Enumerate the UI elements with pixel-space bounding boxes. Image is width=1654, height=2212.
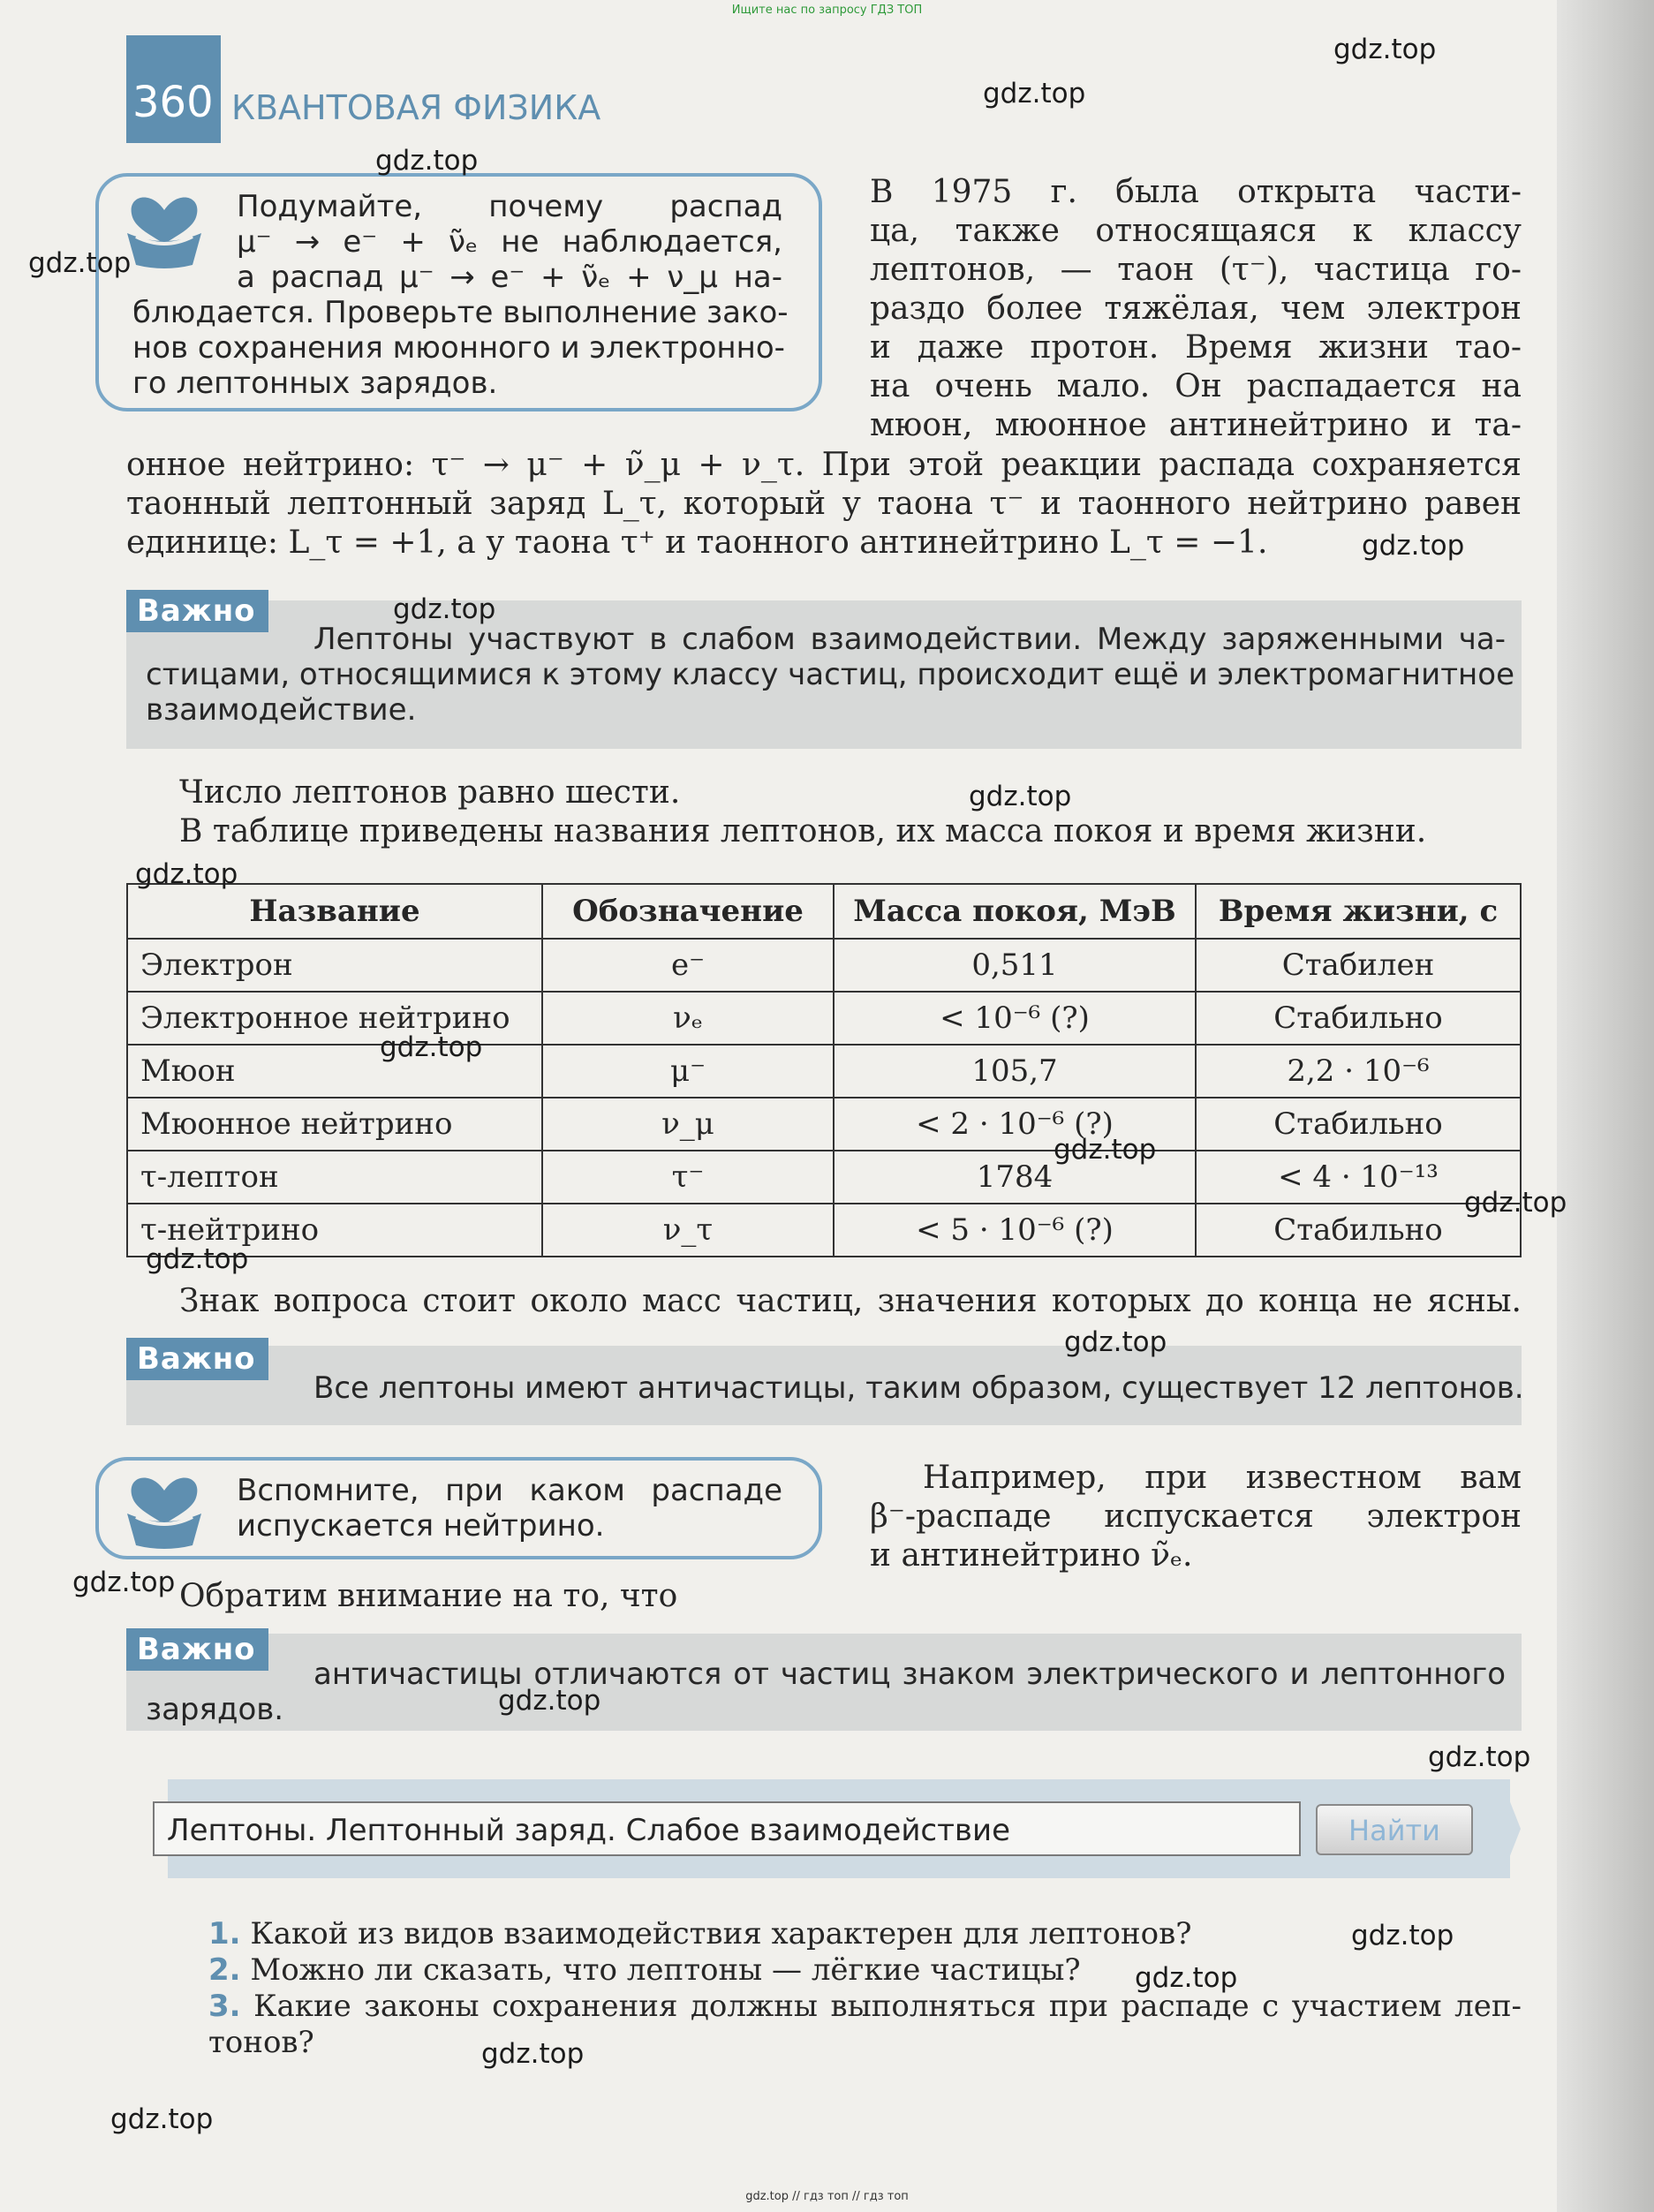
question-item [208, 1952, 1522, 1989]
table-row [127, 1045, 1521, 1098]
watermark: gdz.top [983, 78, 1086, 109]
question-text: Какие законы сохранения должны выполняться при распаде с участием леп- [253, 1989, 1522, 2024]
text-line: античастицы отличаются от частиц знаком электрического и лептонного [313, 1657, 1506, 1692]
heart-in-hand-icon [124, 1464, 205, 1552]
watermark: gdz.top [393, 593, 496, 625]
table-header-row [127, 884, 1521, 939]
search-input[interactable]: Лептоны. Лептонный заряд. Слабое взаимодействие [153, 1801, 1301, 1856]
think-box-1-text [237, 189, 782, 295]
text-line: Знак вопроса стоит около масс частиц, значения которых до конца не ясны. [179, 1283, 1522, 1319]
question-number: 2. [208, 1952, 241, 1988]
watermark: gdz.top [1064, 1326, 1167, 1358]
think-line: го лептонных зарядов. [132, 366, 498, 401]
text-line: β⁻-распаде испускается электрон [870, 1499, 1522, 1535]
watermark: gdz.top [72, 1567, 176, 1598]
text-line: ца, также относящаяся к классу [870, 213, 1522, 249]
question-text: Можно ли сказать, что лептоны — лёгкие частицы? [250, 1952, 1081, 1988]
question-item [208, 1989, 1522, 2025]
watermark: gdz.top [1135, 1962, 1238, 1994]
search-button[interactable]: Найти [1316, 1804, 1473, 1855]
watermark: gdz.top [135, 858, 238, 890]
table-cell: Стабильно [1196, 1098, 1521, 1151]
table-cell: 105,7 [834, 1045, 1196, 1098]
question-item [208, 2025, 1522, 2061]
text-line: Число лептонов равно шести. [179, 774, 681, 811]
table-cell: Мюонное нейтрино [127, 1098, 542, 1151]
paragraph-attention: Обратим внимание на то, что [179, 1578, 678, 1614]
table-cell: ν_τ [542, 1204, 834, 1257]
paragraph-taon-right [870, 173, 1522, 445]
watermark: gdz.top [375, 145, 479, 177]
column-header: Обозначение [542, 884, 834, 939]
think-line: испускается нейтрино. [237, 1508, 605, 1544]
table-cell: Стабильно [1196, 1204, 1521, 1257]
table-cell: Электронное нейтрино [127, 992, 542, 1045]
important-3-text [146, 1657, 1506, 1727]
important-label-1: Важно [126, 590, 268, 632]
text-line: единице: L_τ = +1, а у таона τ⁺ и таонного антинейтрино L_τ = −1. [126, 525, 1268, 561]
important-1-text [146, 622, 1515, 728]
paragraph-count [126, 774, 1522, 851]
table-row [127, 992, 1521, 1045]
paragraph-beta [870, 1459, 1522, 1575]
table-row [127, 939, 1521, 992]
table-cell: < 4 · 10⁻¹³ [1196, 1151, 1521, 1204]
text-line: онное нейтрино: τ⁻ → μ⁻ + ν̃_μ + ν_τ. При этой реакции распада сохраняется [126, 447, 1522, 483]
column-header: Название [127, 884, 542, 939]
watermark: gdz.top [110, 2103, 214, 2135]
table-cell: e⁻ [542, 939, 834, 992]
table-cell: 2,2 · 10⁻⁶ [1196, 1045, 1521, 1098]
think-box-1-text-cont [132, 295, 789, 401]
text-line: лептонов, — таон (τ⁻), частица го- [870, 252, 1522, 288]
heart-in-hand-icon [124, 184, 205, 272]
important-label-2: Важно [126, 1338, 268, 1380]
question-number: 3. [208, 1989, 241, 2024]
bottom-note: gdz.top // гдз топ // гдз топ [745, 2190, 909, 2203]
column-header: Масса покоя, МэВ [834, 884, 1196, 939]
think-box-2-text [237, 1473, 782, 1544]
question-item [208, 1916, 1522, 1952]
watermark: gdz.top [481, 2038, 585, 2070]
table-cell: 1784 [834, 1151, 1196, 1204]
watermark: gdz.top [1054, 1134, 1157, 1166]
text-line: и антинейтрино ν̃ₑ. [870, 1537, 1193, 1574]
watermark: gdz.top [380, 1031, 483, 1063]
text-line: и даже протон. Время жизни тао- [870, 329, 1522, 366]
table-row [127, 1204, 1521, 1257]
table-cell: Стабилен [1196, 939, 1521, 992]
text-line: Например, при известном вам [923, 1460, 1522, 1496]
table-cell: < 5 · 10⁻⁶ (?) [834, 1204, 1196, 1257]
text-line: Лептоны участвуют в слабом взаимодействии. Между заряженными ча- [313, 622, 1506, 657]
top-note: Ищите нас по запросу ГДЗ ТОП [731, 4, 923, 17]
paragraph-question-mark [126, 1282, 1522, 1321]
think-line: Вспомните, при каком распаде [237, 1473, 782, 1508]
think-line: блюдается. Проверьте выполнение зако- [132, 295, 789, 330]
table-cell: 0,511 [834, 939, 1196, 992]
table-cell: τ-лептон [127, 1151, 542, 1204]
watermark: gdz.top [1362, 530, 1465, 562]
table-cell: τ-нейтрино [127, 1204, 542, 1257]
text-line: В таблице приведены названия лептонов, их масса покоя и время жизни. [179, 813, 1427, 849]
think-line: Подумайте, почему распад [237, 189, 782, 224]
text-line: В 1975 г. была открыта части- [870, 174, 1522, 210]
table-row [127, 1151, 1521, 1204]
question-number: 1. [208, 1916, 241, 1952]
paragraph-taon-full [126, 446, 1522, 562]
table-cell: Мюон [127, 1045, 542, 1098]
leptons-table [126, 883, 1522, 1257]
table-cell: < 2 · 10⁻⁶ (?) [834, 1098, 1196, 1151]
chapter-title: КВАНТОВАЯ ФИЗИКА [231, 88, 601, 127]
table-row [127, 1098, 1521, 1151]
table-cell: νₑ [542, 992, 834, 1045]
watermark: gdz.top [1428, 1741, 1531, 1773]
question-text: Какой из видов взаимодействия характерен для лептонов? [250, 1916, 1192, 1952]
column-header: Время жизни, с [1196, 884, 1521, 939]
watermark: gdz.top [969, 781, 1072, 812]
text-line: на очень мало. Он распадается на [870, 368, 1522, 404]
questions-list [208, 1916, 1522, 2061]
text-line: стицами, относящимися к этому классу частиц, происходит ещё и электромагнитное [146, 657, 1515, 692]
think-line: а распад μ⁻ → e⁻ + ν̃ₑ + ν_μ на- [237, 260, 782, 295]
text-line: взаимодействие. [146, 692, 417, 728]
table-cell: μ⁻ [542, 1045, 834, 1098]
question-text: тонов? [208, 2025, 314, 2060]
watermark: gdz.top [498, 1685, 601, 1717]
watermark: gdz.top [1351, 1920, 1454, 1952]
think-line: μ⁻ → e⁻ + ν̃ₑ не наблюдается, [237, 224, 782, 260]
important-label-3: Важно [126, 1628, 268, 1671]
table-cell: Стабильно [1196, 992, 1521, 1045]
watermark: gdz.top [28, 247, 132, 279]
text-line: таонный лептонный заряд L_τ, который у таона τ⁻ и таонного нейтрино равен [126, 486, 1522, 522]
table-cell: τ⁻ [542, 1151, 834, 1204]
important-2-text: Все лептоны имеют античастицы, таким образом, существует 12 лептонов. [313, 1370, 1524, 1406]
text-line: зарядов. [146, 1692, 284, 1727]
table-cell: Электрон [127, 939, 542, 992]
page-number: 360 [132, 78, 214, 127]
text-line: мюон, мюонное антинейтрино и та- [870, 407, 1522, 443]
watermark: gdz.top [146, 1243, 249, 1275]
table-cell: ν_μ [542, 1098, 834, 1151]
text-line: раздо более тяжёлая, чем электрон [870, 291, 1522, 327]
think-line: нов сохранения мюонного и электронно- [132, 330, 785, 366]
search-band-arrow [1501, 1779, 1521, 1878]
table-cell: < 10⁻⁶ (?) [834, 992, 1196, 1045]
watermark: gdz.top [1333, 34, 1437, 65]
watermark: gdz.top [1464, 1187, 1567, 1219]
page-edge-shadow [1557, 0, 1654, 2212]
